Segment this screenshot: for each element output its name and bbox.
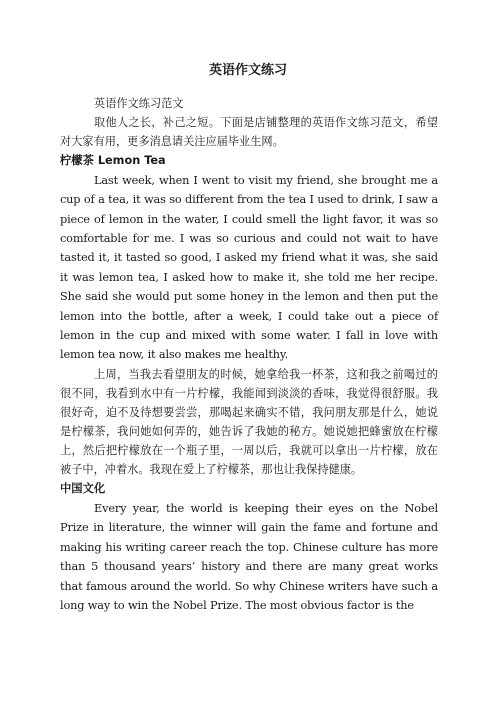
- chinese-culture-english-paragraph: Every year, the world is keeping their eyes on the Nobel Prize in literature, the winner will gain the fame and fortune and making his writing career reach the top. Chinese culture has more than 5 thousand years’ history and there are many great works that famous around the world. So why Chinese writers have such a long way to win the Nobel Prize. The most obvious factor is the: [60, 501, 438, 612]
- section-heading-lemon-tea: 柠檬茶 Lemon Tea: [60, 154, 166, 168]
- document-body: [60, 94, 438, 615]
- lemon-tea-english-paragraph: Last week, when I went to visit my friend, she brought me a cup of a tea, it was so different from the tea I used to drink, I saw a piece of lemon in the water, I could smell the light favor, it was so comfortable for me. I was so curious and could not wait to have tasted it, it tasted so good, I asked my friend what it was, she said it was lemon tea, I asked how to make it, she told me her recipe. She said she would put some honey in the lemon and then put the lemon into the bottle, after a week, I could take out a piece of lemon in the cup and mixed with some water. I fall in love with lemon tea now, it also makes me healthy.: [60, 173, 438, 362]
- document-title: 英语作文练习: [208, 63, 287, 78]
- lemon-tea-chinese-paragraph: 上周，当我去看望朋友的时候，她拿给我一杯茶，这和我之前喝过的很不同，我看到水中有一片柠檬，我能闻到淡淡的香味，我觉得很舒服。我很好奇，迫不及待想要尝尝，那喝起来确实不错，我问朋友那是什么，她说是柠檬茶，我问她如何弄的，她告诉了我她的秘方。她说她把蜂蜜放在柠檬上，然后把柠檬放在一个瓶子里，一周以后，我就可以拿出一片柠檬，放在被子中，冲着水。我现在爱上了柠檬茶，那也让我保持健康。: [60, 367, 438, 477]
- intro-paragraph: 取他人之长，补己之短。下面是店铺整理的英语作文练习范文，希望对大家有用，更多消息请关注应届毕业生网。: [60, 116, 438, 149]
- subtitle: 英语作文练习范文: [94, 97, 184, 110]
- section-heading-chinese-culture: 中国文化: [60, 482, 106, 496]
